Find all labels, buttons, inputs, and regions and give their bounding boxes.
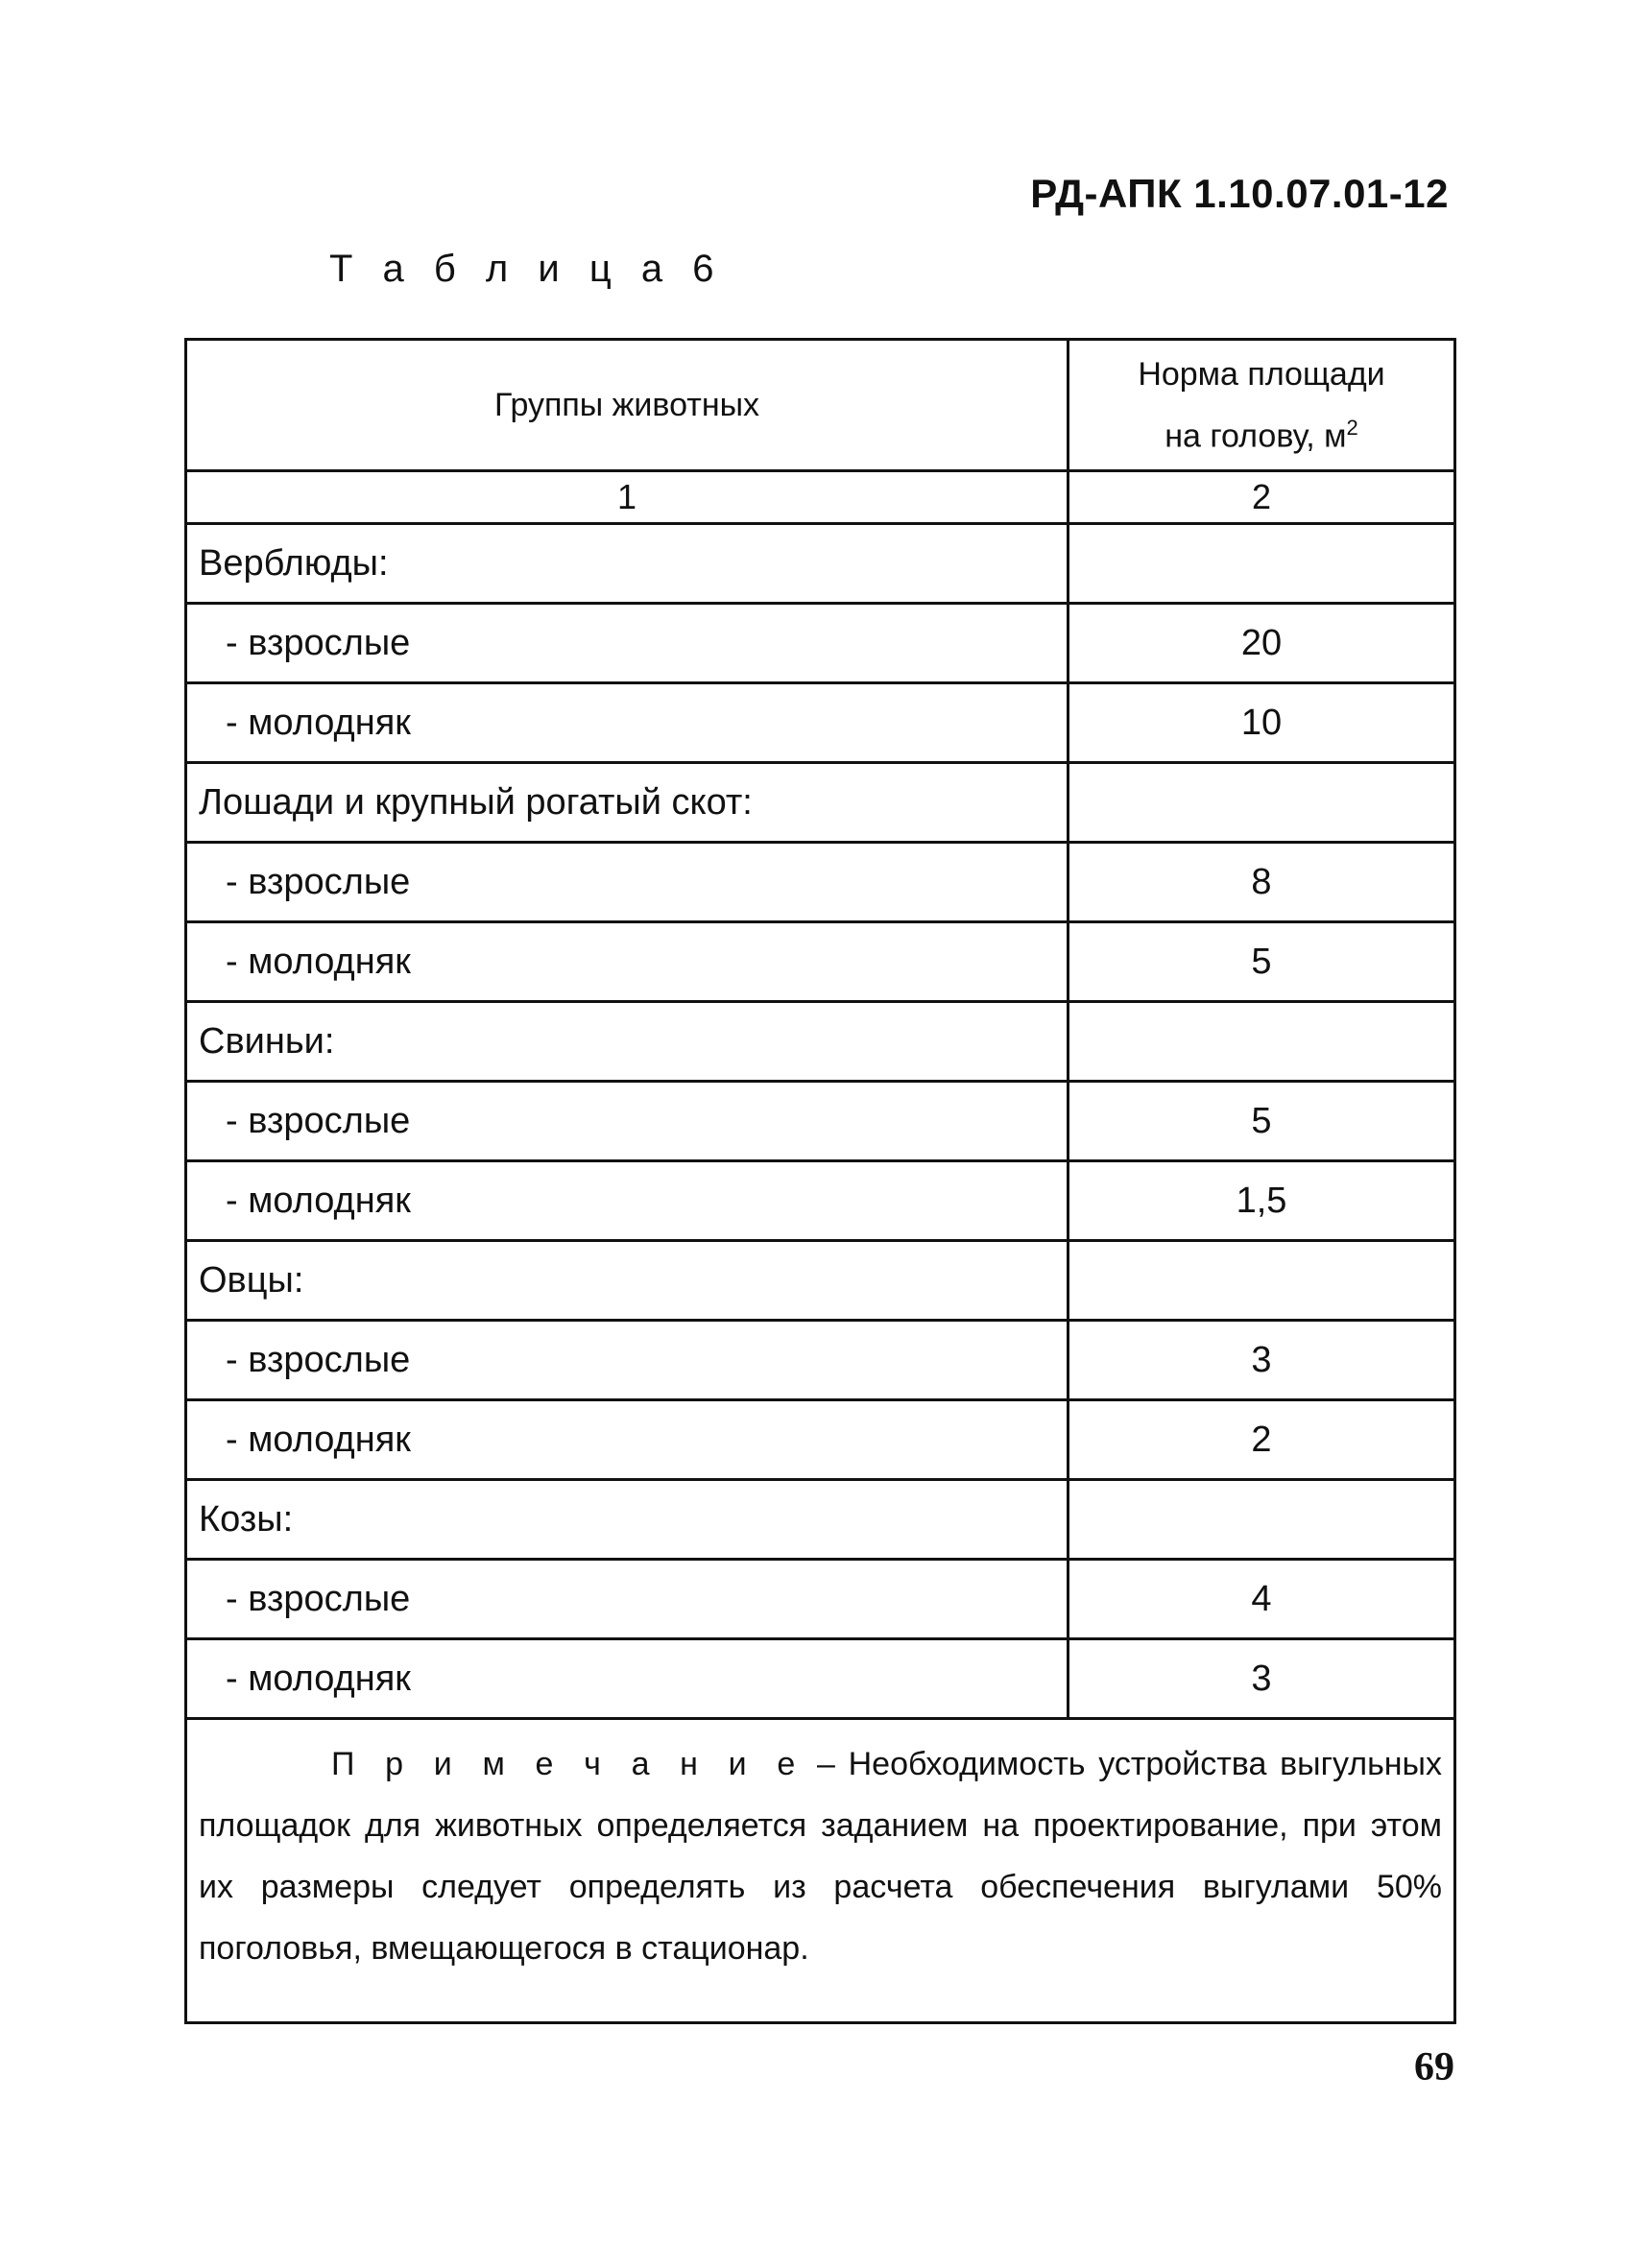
area-norm-cell: 3 bbox=[1069, 1639, 1455, 1719]
column-number-1: 1 bbox=[186, 471, 1069, 524]
area-norm-cell: 5 bbox=[1069, 1082, 1455, 1161]
table-row bbox=[186, 1161, 1455, 1241]
table-row bbox=[186, 524, 1455, 604]
area-norm-cell: 8 bbox=[1069, 843, 1455, 922]
animal-group-cell: Верблюды: bbox=[186, 524, 1069, 604]
animal-group-cell: - молодняк bbox=[186, 1400, 1069, 1480]
column-number-2: 2 bbox=[1069, 471, 1455, 524]
column-header-area-norm-line2: на голову, м bbox=[1165, 418, 1347, 455]
column-number-row bbox=[186, 471, 1455, 524]
animal-group-cell: - молодняк bbox=[186, 1161, 1069, 1241]
table-row bbox=[186, 1560, 1455, 1639]
animal-group-cell: - молодняк bbox=[186, 1639, 1069, 1719]
table-row bbox=[186, 683, 1455, 763]
animal-group-cell: - взрослые bbox=[186, 843, 1069, 922]
animal-group-cell: - молодняк bbox=[186, 683, 1069, 763]
area-norm-cell bbox=[1069, 763, 1455, 843]
area-norm-cell: 3 bbox=[1069, 1321, 1455, 1400]
document-code: РД-АПК 1.10.07.01-12 bbox=[1030, 171, 1449, 216]
table-row bbox=[186, 1480, 1455, 1560]
table-row bbox=[186, 1082, 1455, 1161]
column-header-animal-groups: Группы животных bbox=[186, 340, 1069, 471]
area-norm-cell bbox=[1069, 1241, 1455, 1321]
animal-group-cell: - взрослые bbox=[186, 1321, 1069, 1400]
animal-group-cell: - взрослые bbox=[186, 1560, 1069, 1639]
area-norm-cell: 1,5 bbox=[1069, 1161, 1455, 1241]
column-header-area-norm-line1: Норма площади bbox=[1138, 355, 1385, 393]
table-row bbox=[186, 763, 1455, 843]
table-caption: Т а б л и ц а 6 bbox=[329, 248, 724, 290]
area-norm-cell: 10 bbox=[1069, 683, 1455, 763]
area-norm-cell: 2 bbox=[1069, 1400, 1455, 1480]
animal-group-cell: - взрослые bbox=[186, 604, 1069, 683]
table-note bbox=[186, 1719, 1455, 2023]
area-norm-cell: 4 bbox=[1069, 1560, 1455, 1639]
table-header-row bbox=[186, 340, 1455, 471]
table-row bbox=[186, 1321, 1455, 1400]
area-norm-cell bbox=[1069, 524, 1455, 604]
table-row bbox=[186, 1400, 1455, 1480]
animal-area-table bbox=[184, 338, 1456, 2024]
animal-group-cell: Козы: bbox=[186, 1480, 1069, 1560]
animal-group-cell: - молодняк bbox=[186, 922, 1069, 1002]
table-row bbox=[186, 922, 1455, 1002]
animal-group-cell: - взрослые bbox=[186, 1082, 1069, 1161]
table-note-row bbox=[186, 1719, 1455, 2023]
table-row bbox=[186, 1002, 1455, 1082]
table-row bbox=[186, 604, 1455, 683]
area-norm-cell bbox=[1069, 1480, 1455, 1560]
animal-group-cell: Овцы: bbox=[186, 1241, 1069, 1321]
table-row bbox=[186, 1639, 1455, 1719]
animal-group-cell: Лошади и крупный рогатый скот: bbox=[186, 763, 1069, 843]
table-row bbox=[186, 1241, 1455, 1321]
table-row bbox=[186, 843, 1455, 922]
note-text: – Необходимость устройства выгульных площадок для животных определяется заданием на проектирование, при этом их размеры следует определять из расчета обеспечения выгулами 50% поголовья, вмещающегося в стационар. bbox=[199, 1746, 1442, 1967]
area-norm-cell: 5 bbox=[1069, 922, 1455, 1002]
column-header-area-norm-superscript: 2 bbox=[1346, 415, 1358, 440]
note-label: П р и м е ч а н и е bbox=[331, 1746, 804, 1782]
area-norm-cell bbox=[1069, 1002, 1455, 1082]
animal-group-cell: Свиньи: bbox=[186, 1002, 1069, 1082]
column-header-area-norm bbox=[1069, 340, 1455, 471]
page-number: 69 bbox=[1414, 2045, 1454, 2089]
area-norm-cell: 20 bbox=[1069, 604, 1455, 683]
